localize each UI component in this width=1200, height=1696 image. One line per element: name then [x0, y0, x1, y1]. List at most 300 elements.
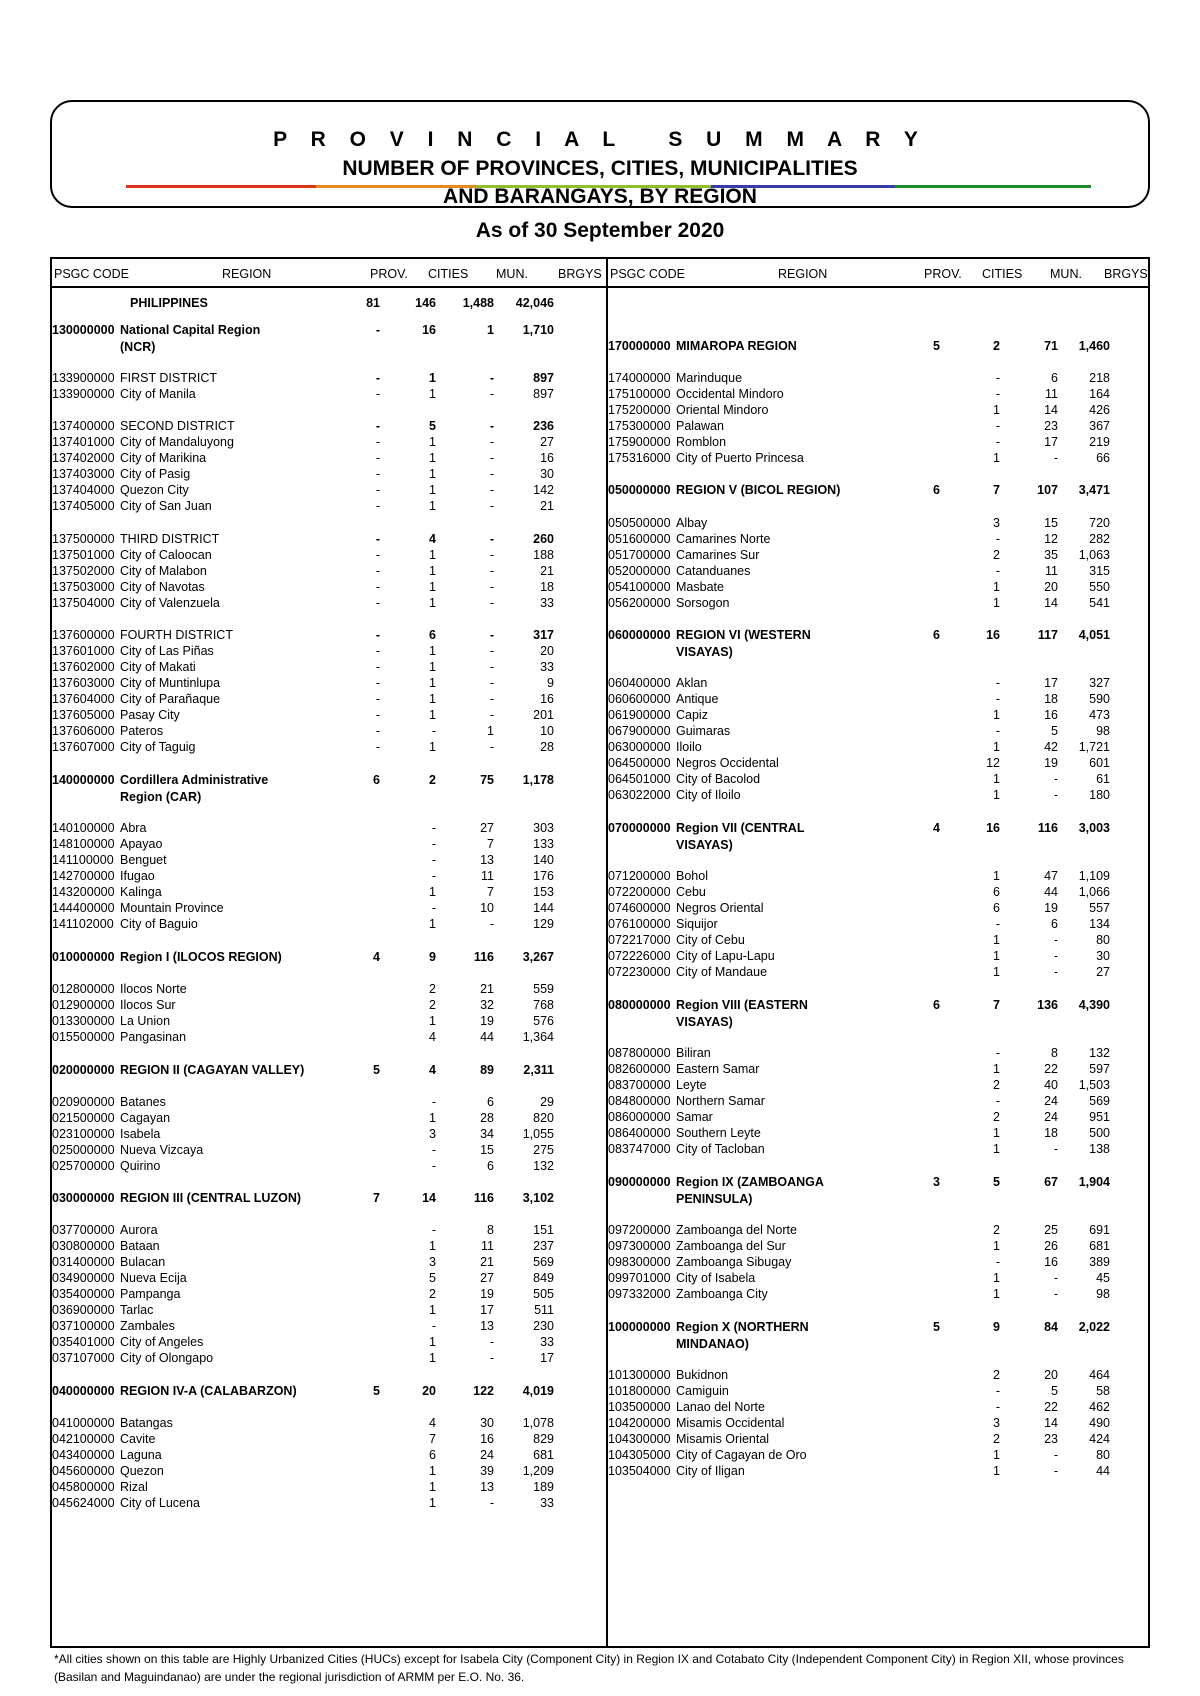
mun-count: 11 — [1045, 564, 1058, 578]
cities-count: 7 — [993, 483, 1000, 497]
region-name: Eastern Samar — [676, 1062, 760, 1076]
table-row — [52, 531, 602, 548]
psgc-code: 084800000 — [608, 1094, 671, 1108]
region-name: National Capital Region — [120, 323, 261, 337]
region-name-continued: VISAYAS) — [676, 838, 733, 852]
region-name: Guimaras — [676, 724, 731, 738]
region-name: Region IX (ZAMBOANGA — [676, 1175, 824, 1189]
table-row — [52, 836, 602, 853]
brgys-count: 61 — [1096, 772, 1110, 786]
region-name: City of Lucena — [120, 1496, 200, 1510]
cities-count: 20 — [422, 1384, 436, 1398]
region-name: Laguna — [120, 1448, 162, 1462]
brgys-count: 4,051 — [1078, 628, 1110, 642]
brgys-count: 237 — [533, 1239, 554, 1253]
region-name-continued: PENINSULA) — [676, 1192, 753, 1206]
region-name: City of Navotas — [120, 580, 205, 594]
mun-count: 122 — [473, 1384, 494, 1398]
table-row — [52, 322, 602, 354]
table-row — [52, 900, 602, 917]
psgc-code: 099701000 — [608, 1271, 671, 1285]
brgys-count: 691 — [1089, 1223, 1110, 1237]
psgc-code: 100000000 — [608, 1320, 671, 1334]
table-row — [52, 418, 602, 435]
prov-count: 5 — [933, 1320, 940, 1334]
cities-count: 6 — [429, 628, 436, 642]
brgys-count: 16 — [540, 451, 554, 465]
prov-count: - — [375, 532, 380, 546]
page-subtitle-line2: AND BARANGAYS, BY REGION — [443, 185, 757, 208]
cities-count: - — [431, 724, 436, 738]
psgc-code: 071200000 — [608, 869, 671, 883]
mun-count: 89 — [480, 1063, 494, 1077]
mun-count: 13 — [480, 1319, 494, 1333]
region-name: REGION IV-A (CALABARZON) — [120, 1384, 297, 1398]
mun-count: 28 — [480, 1111, 494, 1125]
brgys-count: 1,721 — [1078, 740, 1110, 754]
cities-count: 2 — [993, 1078, 1000, 1092]
psgc-code: 076100000 — [608, 917, 671, 931]
psgc-code: 133900000 — [52, 387, 115, 401]
cities-count: 1 — [429, 451, 436, 465]
cities-count: 1 — [429, 435, 436, 449]
brgys-count: 30 — [540, 467, 554, 481]
cities-count: 1 — [993, 740, 1000, 754]
prov-count: - — [375, 483, 380, 497]
cities-count: 1 — [429, 580, 436, 594]
table-row — [52, 1013, 602, 1030]
psgc-code: 140000000 — [52, 773, 115, 787]
table-row — [52, 547, 602, 564]
cities-count: 1 — [993, 869, 1000, 883]
cities-count: 6 — [993, 901, 1000, 915]
prov-count: 5 — [373, 1063, 380, 1077]
region-name: SECOND DISTRICT — [120, 419, 235, 433]
psgc-code: 137504000 — [52, 596, 115, 610]
table-row — [608, 1383, 1158, 1400]
table-row — [608, 531, 1158, 548]
cities-count: - — [995, 1400, 1000, 1414]
prov-count: - — [375, 676, 380, 690]
table-row — [52, 820, 602, 837]
mun-count: 23 — [1044, 419, 1058, 433]
cities-count: - — [431, 1319, 436, 1333]
table-row — [52, 1495, 602, 1512]
mun-count: 11 — [481, 1239, 494, 1253]
brgys-count: 18 — [540, 580, 554, 594]
mun-count: 116 — [473, 1191, 494, 1205]
mun-count: 117 — [1037, 628, 1058, 642]
brgys-count: 45 — [1096, 1271, 1110, 1285]
prov-count: - — [375, 580, 380, 594]
table-row — [52, 370, 602, 387]
prov-count: 5 — [373, 1384, 380, 1398]
region-name: Apayao — [120, 837, 163, 851]
table-row — [608, 482, 1158, 499]
table-row — [608, 450, 1158, 467]
brgys-count: 21 — [540, 499, 554, 513]
cities-count: - — [995, 676, 1000, 690]
psgc-code: 025700000 — [52, 1159, 115, 1173]
mun-count: 22 — [1044, 1062, 1058, 1076]
mun-count: 17 — [480, 1303, 494, 1317]
psgc-code: 037700000 — [52, 1223, 115, 1237]
region-name-continued: Region (CAR) — [120, 790, 202, 804]
brgys-count: 820 — [533, 1111, 554, 1125]
mun-count: - — [1053, 949, 1058, 963]
table-row — [608, 755, 1158, 772]
cities-count: 1 — [993, 451, 1000, 465]
brgys-count: 16 — [540, 692, 554, 706]
brgys-count: 464 — [1089, 1368, 1110, 1382]
region-name: City of Puerto Princesa — [676, 451, 804, 465]
psgc-code: 040000000 — [52, 1384, 115, 1398]
cities-count: 2 — [993, 1110, 1000, 1124]
mun-count: 14 — [1044, 596, 1058, 610]
mun-count: 22 — [1044, 1400, 1058, 1414]
brgys-count: 219 — [1089, 435, 1110, 449]
col-header-region-right: REGION — [778, 267, 828, 281]
region-name: Zamboanga Sibugay — [676, 1255, 792, 1269]
mun-count: 17 — [1044, 676, 1058, 690]
cities-count: 3 — [429, 1127, 436, 1141]
brgys-count: 1,078 — [522, 1416, 554, 1430]
cities-count: - — [995, 1255, 1000, 1269]
region-name: Camiguin — [676, 1384, 729, 1398]
mun-count: 44 — [480, 1030, 494, 1044]
cities-count: 2 — [429, 998, 436, 1012]
mun-count: 34 — [480, 1127, 494, 1141]
psgc-code: 045800000 — [52, 1480, 115, 1494]
mun-count: - — [1053, 1464, 1058, 1478]
mun-count: 5 — [1051, 1384, 1058, 1398]
table-row — [608, 868, 1158, 885]
brgys-count: 17 — [540, 1351, 554, 1365]
table-row — [52, 1318, 602, 1335]
prov-count: - — [375, 740, 380, 754]
psgc-code: 170000000 — [608, 339, 671, 353]
brgys-count: 849 — [533, 1271, 554, 1285]
mun-count: - — [489, 676, 494, 690]
prov-count: - — [375, 451, 380, 465]
brgys-count: 142 — [533, 483, 554, 497]
region-name: City of Baguio — [120, 917, 198, 931]
psgc-code: 137404000 — [52, 483, 115, 497]
psgc-code: 101300000 — [608, 1368, 671, 1382]
mun-count: - — [489, 419, 494, 433]
region-name: Albay — [676, 516, 708, 530]
brgys-count: 490 — [1089, 1416, 1110, 1430]
table-row — [52, 627, 602, 644]
mun-count: 40 — [1044, 1078, 1058, 1092]
region-name: City of Cagayan de Oro — [676, 1448, 807, 1462]
brgys-count: 33 — [540, 1335, 554, 1349]
region-name: Batanes — [120, 1095, 166, 1109]
mun-count: 7 — [487, 885, 494, 899]
region-name: Cordillera Administrative — [120, 773, 269, 787]
psgc-code: 023100000 — [52, 1127, 115, 1141]
psgc-code: 070000000 — [608, 821, 671, 835]
table-row — [608, 1061, 1158, 1078]
table-row — [52, 707, 602, 724]
region-name: Leyte — [676, 1078, 707, 1092]
region-name: City of Taguig — [120, 740, 196, 754]
table-row — [52, 691, 602, 708]
brgys-count: 80 — [1096, 1448, 1110, 1462]
region-name: Nueva Ecija — [120, 1271, 187, 1285]
cities-count: 9 — [993, 1320, 1000, 1334]
region-name: Abra — [120, 821, 147, 835]
brgys-count: 33 — [540, 660, 554, 674]
table-row — [52, 386, 602, 403]
region-name: City of Pasig — [120, 467, 191, 481]
region-name: City of Cebu — [676, 933, 745, 947]
brgys-count: 1,460 — [1078, 339, 1110, 353]
table-row — [608, 418, 1158, 435]
psgc-code: 043400000 — [52, 1448, 115, 1462]
table-row — [52, 1350, 602, 1367]
cities-count: 1 — [429, 644, 436, 658]
mun-count: - — [489, 628, 494, 642]
table-row — [52, 1479, 602, 1496]
psgc-code: 174000000 — [608, 371, 671, 385]
cities-count: 2 — [429, 1287, 436, 1301]
table-row — [608, 1045, 1158, 1062]
table-row — [52, 772, 602, 804]
region-name: Batangas — [120, 1416, 173, 1430]
cities-count: 16 — [422, 323, 436, 337]
psgc-code: 082600000 — [608, 1062, 671, 1076]
cities-count: 1 — [429, 1464, 436, 1478]
mun-count: 1 — [487, 724, 494, 738]
table-row — [52, 498, 602, 515]
psgc-code: 137400000 — [52, 419, 115, 433]
region-name: Mountain Province — [120, 901, 224, 915]
col-header-prov-right: PROV. — [924, 267, 962, 281]
psgc-code: 148100000 — [52, 837, 115, 851]
psgc-code: 137501000 — [52, 548, 115, 562]
psgc-code: 060400000 — [608, 676, 671, 690]
prov-count: 6 — [933, 483, 940, 497]
cities-count: 1 — [993, 403, 1000, 417]
region-name: Region X (NORTHERN — [676, 1320, 809, 1334]
region-name: Aklan — [676, 676, 708, 690]
mun-count: 14 — [1044, 1416, 1058, 1430]
cities-count: 2 — [993, 1223, 1000, 1237]
mun-count: 32 — [480, 998, 494, 1012]
brgys-count: 144 — [533, 901, 554, 915]
table-row — [52, 482, 602, 499]
brgys-count: 3,267 — [522, 950, 554, 964]
region-name: MIMAROPA REGION — [676, 339, 797, 353]
mun-count: - — [1053, 1271, 1058, 1285]
brgys-count: 1,503 — [1078, 1078, 1110, 1092]
brgys-count: 151 — [533, 1223, 554, 1237]
psgc-code: 137500000 — [52, 532, 115, 546]
cities-count: 1 — [429, 1014, 436, 1028]
brgys-count: 80 — [1096, 933, 1110, 947]
psgc-code: 045624000 — [52, 1496, 115, 1510]
cities-count: - — [431, 869, 436, 883]
brgys-count: 1,364 — [522, 1030, 554, 1044]
table-row — [608, 916, 1158, 933]
col-header-brgys-right: BRGYS — [1104, 267, 1148, 281]
mun-count: 24 — [1044, 1094, 1058, 1108]
brgys-count: 829 — [533, 1432, 554, 1446]
page-subtitle-line1: NUMBER OF PROVINCES, CITIES, MUNICIPALITIES — [342, 157, 858, 180]
table-row — [52, 884, 602, 901]
cities-count: 1 — [429, 1480, 436, 1494]
cities-count: 2 — [429, 982, 436, 996]
cities-count: - — [995, 724, 1000, 738]
cities-count: 1 — [993, 965, 1000, 979]
mun-count: - — [489, 532, 494, 546]
mun-count: - — [1053, 933, 1058, 947]
brgys-count: 462 — [1089, 1400, 1110, 1414]
region-name: Romblon — [676, 435, 727, 449]
psgc-code: 175900000 — [608, 435, 671, 449]
cities-count: 1 — [429, 885, 436, 899]
brgys-count: 180 — [1089, 788, 1110, 802]
prov-count: - — [375, 644, 380, 658]
mun-count: - — [489, 660, 494, 674]
psgc-code: 041000000 — [52, 1416, 115, 1430]
psgc-code: 141102000 — [52, 917, 114, 931]
mun-count: 16 — [1044, 708, 1058, 722]
col-header-region-left: REGION — [222, 267, 272, 281]
region-name: Quirino — [120, 1159, 161, 1173]
prov-count: - — [375, 548, 380, 562]
region-name: Occidental Mindoro — [676, 387, 784, 401]
cities-count: 146 — [415, 296, 436, 310]
brgys-count: 21 — [540, 564, 554, 578]
region-name: Palawan — [676, 419, 724, 433]
region-name: Cagayan — [120, 1111, 171, 1125]
psgc-code: 050000000 — [608, 483, 671, 497]
brgys-count: 559 — [533, 982, 554, 996]
brgys-count: 3,102 — [522, 1191, 554, 1205]
region-name: City of San Juan — [120, 499, 212, 513]
cities-count: 6 — [429, 1448, 436, 1462]
mun-count: 35 — [1044, 548, 1058, 562]
table-row — [52, 1094, 602, 1111]
table-row — [608, 787, 1158, 804]
prov-count: 6 — [933, 998, 940, 1012]
cities-count: 1 — [993, 1448, 1000, 1462]
brgys-count: 30 — [1096, 949, 1110, 963]
mun-count: 1,488 — [462, 296, 494, 310]
table-row — [52, 868, 602, 885]
brgys-count: 27 — [540, 435, 554, 449]
brgys-count: 10 — [540, 724, 554, 738]
cities-count: - — [431, 1143, 436, 1157]
prov-count: - — [375, 435, 380, 449]
psgc-code: 137502000 — [52, 564, 115, 578]
region-name: Tarlac — [120, 1303, 154, 1317]
psgc-code: 051600000 — [608, 532, 671, 546]
psgc-code: 031400000 — [52, 1255, 115, 1269]
mun-count: - — [489, 483, 494, 497]
psgc-code: 097200000 — [608, 1223, 671, 1237]
brgys-count: 897 — [533, 371, 554, 385]
mun-count: 18 — [1044, 1126, 1058, 1140]
table-row — [52, 1302, 602, 1319]
region-name: Catanduanes — [676, 564, 751, 578]
psgc-code: 013300000 — [52, 1014, 115, 1028]
region-name-continued: MINDANAO) — [676, 1337, 749, 1351]
brgys-count: 590 — [1089, 692, 1110, 706]
table-row — [608, 1415, 1158, 1432]
table-row — [608, 402, 1158, 419]
psgc-code: 086400000 — [608, 1126, 671, 1140]
table-row — [608, 579, 1158, 596]
prov-count: 3 — [933, 1175, 940, 1189]
cities-count: 2 — [993, 1432, 1000, 1446]
brgys-count: 138 — [1089, 1142, 1110, 1156]
mun-count: 39 — [480, 1464, 494, 1478]
region-name: REGION III (CENTRAL LUZON) — [120, 1191, 302, 1205]
prov-count: 4 — [373, 950, 380, 964]
cities-count: - — [995, 387, 1000, 401]
table-row — [608, 1447, 1158, 1464]
table-row — [52, 450, 602, 467]
region-name: Masbate — [676, 580, 724, 594]
psgc-code: 072226000 — [608, 949, 671, 963]
psgc-code: 137601000 — [52, 644, 115, 658]
mun-count: - — [1053, 451, 1058, 465]
region-name: City of Marikina — [120, 451, 207, 465]
table-row — [608, 547, 1158, 564]
cities-count: 1 — [993, 1239, 1000, 1253]
psgc-code: 137402000 — [52, 451, 115, 465]
psgc-code: 087800000 — [608, 1046, 671, 1060]
brgys-count: 505 — [533, 1287, 554, 1301]
psgc-code: 137604000 — [52, 692, 115, 706]
psgc-code: 097332000 — [608, 1287, 671, 1301]
cities-count: 7 — [993, 998, 1000, 1012]
table-row — [52, 852, 602, 869]
brgys-count: 303 — [533, 821, 554, 835]
table-row — [52, 1254, 602, 1271]
mun-count: 71 — [1044, 339, 1058, 353]
region-name: Region VII (CENTRAL — [676, 821, 805, 835]
cities-count: - — [431, 1095, 436, 1109]
table-row — [52, 434, 602, 451]
region-name: Zamboanga del Norte — [676, 1223, 797, 1237]
cities-count: 1 — [429, 1335, 436, 1349]
table-row — [52, 1158, 602, 1175]
mun-count: 107 — [1037, 483, 1058, 497]
psgc-code: 137603000 — [52, 676, 115, 690]
cities-count: 1 — [429, 467, 436, 481]
psgc-code: 020900000 — [52, 1095, 115, 1109]
brgys-count: 576 — [533, 1014, 554, 1028]
brgys-count: 1,066 — [1078, 885, 1110, 899]
mun-count: - — [1053, 1142, 1058, 1156]
region-name: Misamis Oriental — [676, 1432, 770, 1446]
mun-count: 7 — [487, 837, 494, 851]
region-name: Lanao del Norte — [676, 1400, 765, 1414]
psgc-code: 083700000 — [608, 1078, 671, 1092]
brgys-count: 28 — [540, 740, 554, 754]
region-name: PHILIPPINES — [130, 296, 208, 310]
psgc-code: 130000000 — [52, 323, 115, 337]
brgys-count: 132 — [533, 1159, 554, 1173]
table-row — [52, 916, 602, 933]
table-row — [608, 932, 1158, 949]
psgc-code: 010000000 — [52, 950, 115, 964]
cities-count: 1 — [429, 371, 436, 385]
